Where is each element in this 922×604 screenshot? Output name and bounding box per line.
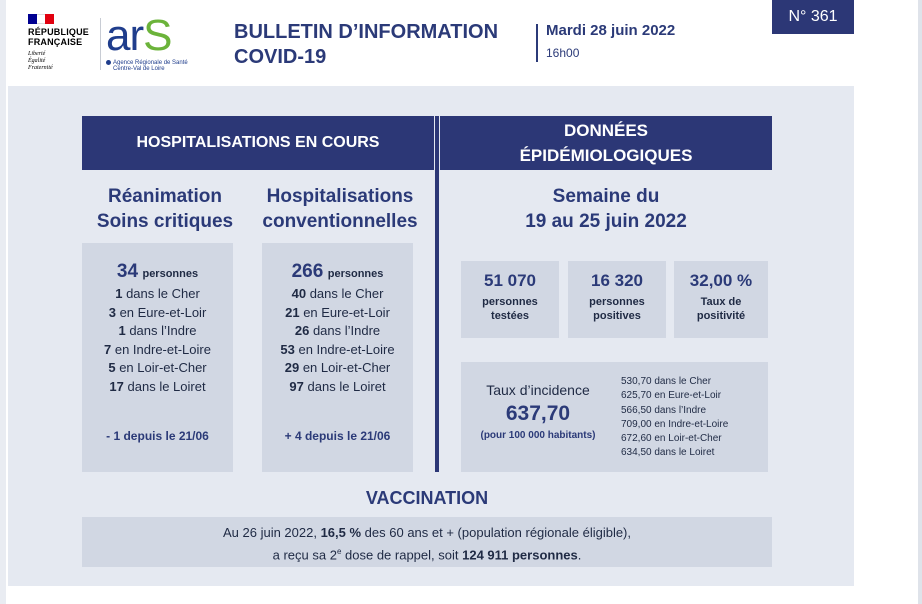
dept-line: 1 dans le Cher	[115, 286, 200, 301]
dept-line: 17 dans le Loiret	[109, 378, 206, 394]
republique-francaise-logo	[28, 14, 96, 76]
week-title: Semaine du 19 au 25 juin 2022	[525, 186, 687, 232]
republique-line2: FRANÇAISE	[28, 37, 83, 47]
section-divider	[435, 116, 439, 472]
dept-line: 97 dans le Loiret	[289, 378, 386, 394]
dept-line: 5 en Loir-et-Cher	[108, 360, 207, 375]
reanimation-total: 34 personnes	[116, 261, 199, 282]
hospitalisations-header: HOSPITALISATIONS EN COURS	[82, 116, 434, 170]
republique-line1: RÉPUBLIQUE	[28, 27, 90, 37]
motto-liberte: Liberté	[28, 51, 46, 57]
dept-line: 21 en Eure-et-Loir	[285, 304, 390, 320]
motto-egalite: Égalité	[28, 58, 46, 64]
issue-number-badge: N° 361	[772, 0, 854, 34]
right-edge-strip	[918, 0, 922, 604]
ars-subtitle-2: Centre-Val de Loire	[113, 66, 165, 73]
conventionnelles-card	[262, 243, 413, 472]
epidemiologie-header: DONNÉES ÉPIDÉMIOLOGIQUES	[440, 116, 772, 170]
dept-line: 3 en Eure-et-Loir	[108, 304, 207, 320]
ars-wordmark: arS	[106, 11, 172, 60]
bulletin-title: BULLETIN D’INFORMATION COVID-19	[234, 21, 499, 68]
reanimation-title: Réanimation Soins critiques	[96, 186, 234, 232]
dept-line: 26 dans l’Indre	[294, 323, 381, 338]
motto-fraternite: Fraternité	[28, 65, 53, 71]
vaccination-title: VACCINATION	[365, 488, 489, 508]
title-divider	[536, 24, 538, 62]
dept-line: 40 dans le Cher	[291, 286, 384, 301]
vaccination-box	[82, 517, 772, 567]
dept-line: 7 en Indre-et-Loire	[104, 341, 211, 357]
incidence-dept-line: 530,70 dans le Cher	[621, 376, 712, 387]
incidence-summary	[469, 382, 607, 441]
conventionnelles-title: Hospitalisations conventionnelles	[262, 186, 418, 232]
incidence-dept-line: 709,00 en Indre-et-Loire	[621, 418, 729, 430]
stat-tests: 51 070 personnes testées	[461, 261, 559, 338]
dept-line: 53 en Indre-et-Loire	[280, 341, 395, 357]
left-edge-strip	[0, 0, 6, 604]
ars-dot-icon	[106, 60, 111, 65]
french-flag-icon	[28, 14, 54, 24]
incidence-dept-line: 672,60 en Loir-et-Cher	[621, 433, 722, 445]
incidence-dept-line: 625,70 en Eure-et-Loir	[621, 390, 722, 402]
ars-subtitle-1: Agence Régionale de Santé	[106, 60, 196, 66]
vaccination-line1: Au 26 juin 2022, 16,5 % des 60 ans et + (population régionale éligible),	[223, 525, 631, 540]
bulletin-date: Mardi 28 juin 2022	[546, 22, 676, 39]
vaccination-line2: a reçu sa 2e dose de rappel, soit 124 911 personnes.	[272, 547, 582, 563]
incidence-card	[461, 362, 768, 472]
dept-line: 1 dans l’Indre	[118, 323, 197, 338]
incidence-dept-line: 634,50 dans le Loiret	[621, 447, 715, 459]
incidence-dept-line: 566,50 dans l’Indre	[621, 404, 707, 416]
reanimation-card	[82, 243, 233, 472]
incidence-label: Taux d’incidence	[486, 382, 590, 398]
conventionnelles-change: + 4 depuis le 21/06	[284, 429, 391, 443]
ars-logo	[106, 11, 196, 76]
incidence-value: 637,70	[505, 402, 571, 425]
incidence-unit: (pour 100 000 habitants)	[480, 430, 596, 441]
stat-positives: 16 320 personnes positives	[568, 261, 666, 338]
dept-line: 29 en Loir-et-Cher	[284, 360, 391, 375]
conventionnelles-total: 266 personnes	[291, 261, 384, 282]
logo-divider	[100, 18, 101, 70]
reanimation-change: - 1 depuis le 21/06	[106, 429, 209, 443]
stat-positivity-rate: 32,00 % Taux de positivité	[674, 261, 768, 338]
incidence-department-list	[621, 375, 728, 461]
bulletin-time: 16h00	[546, 46, 580, 60]
